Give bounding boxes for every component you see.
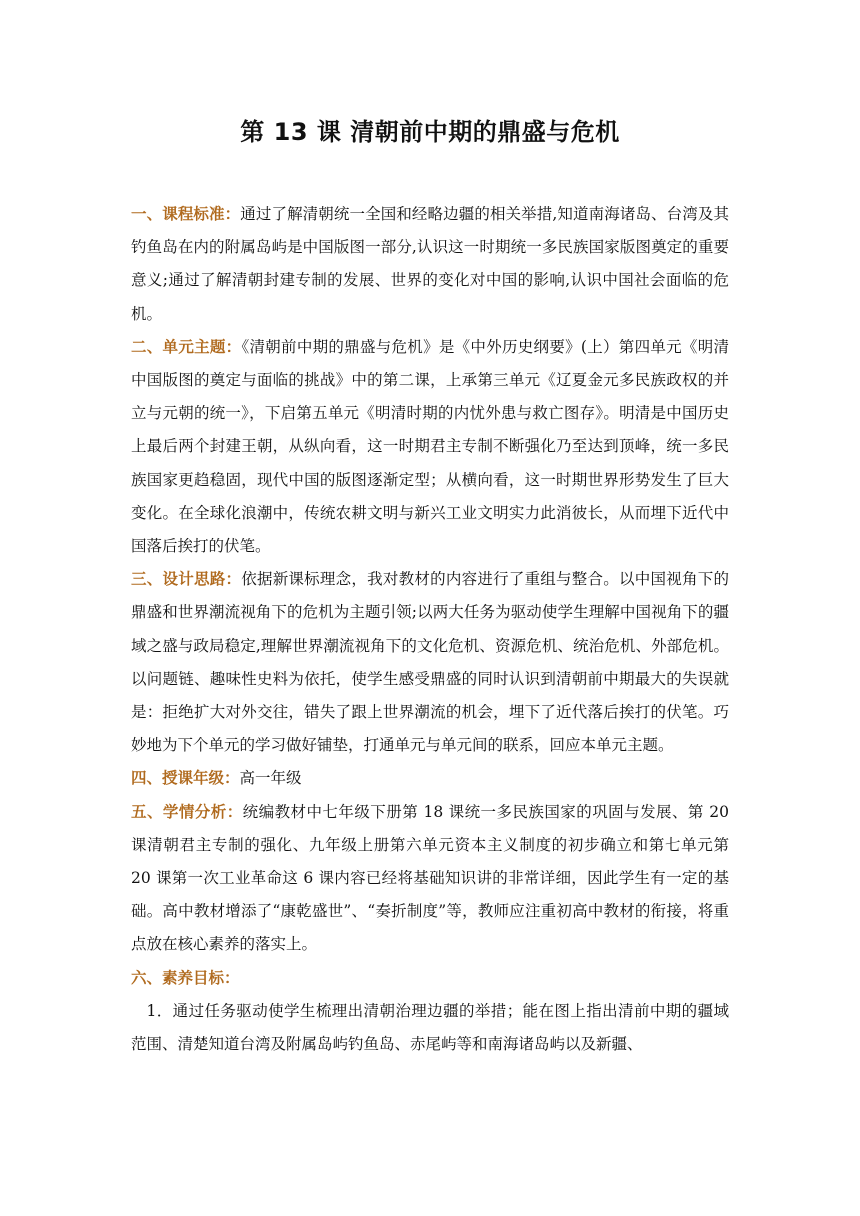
goal-item-1: 1．通过任务驱动使学生梳理出清朝治理边疆的举措；能在图上指出清前中期的疆域范围、清楚知道台湾及附属岛屿钓鱼岛、赤尾屿等和南海诸岛屿以及新疆、 (131, 1001, 729, 1054)
section-course-standard (131, 198, 729, 331)
page-title: 第 13 课 清朝前中期的鼎盛与危机 (240, 118, 620, 146)
section-label: 五、学情分析： (131, 802, 243, 821)
section-label: 六、素养目标： (131, 968, 240, 987)
section-text: 通过了解清朝统一全国和经略边疆的相关举措,知道南海诸岛、台湾及其钓鱼岛在内的附属岛屿是中国版图一部分,认识这一时期统一多民族国家版图奠定的重要意义;通过了解清朝封建专制的发展、世界的变化对中国的影响,认识中国社会面临的危机。 (131, 205, 729, 323)
section-text: 统编教材中七年级下册第 18 课统一多民族国家的巩固与发展、第 20 课清朝君主专制的强化、九年级上册第六单元资本主义制度的初步确立和第七单元第 20 课第一次工业革命这 6 课内容已经将基础知识讲的非常详细，因此学生有一定的基础。高中教材增添了“康乾盛世”、“奏折制度”等，教师应注重初高中教材的衔接，将重点放在核心素养的落实上。 (131, 802, 729, 954)
section-text: 依据新课标理念，我对教材的内容进行了重组与整合。以中国视角下的鼎盛和世界潮流视角下的危机为主题引领;以两大任务为驱动使学生理解中国视角下的疆域之盛与政局稳定,理解世界潮流视角下的文化危机、资源危机、统治危机、外部危机。以问题链、趣味性史料为依托，使学生感受鼎盛的同时认识到清朝前中期最大的失误就是：拒绝扩大对外交往，错失了跟上世界潮流的机会，埋下了近代落后挨打的伏笔。巧妙地为下个单元的学习做好铺垫，打通单元与单元间的联系，回应本单元主题。 (131, 570, 729, 755)
section-text: 《清朝前中期的鼎盛与危机》是《中外历史纲要》(上）第四单元《明清中国版图的奠定与面临的挑战》中的第二课，上承第三单元《辽夏金元多民族政权的并立与元朝的统一》，下启第五单元《明清时期的内忧外患与救亡图存》。明清是中国历史上最后两个封建王朝，从纵向看，这一时期君主专制不断强化乃至达到顶峰，统一多民族国家更趋稳固，现代中国的版图逐渐定型；从横向看，这一时期世界形势发生了巨大变化。在全球化浪潮中，传统农耕文明与新兴工业文明实力此消彼长，从而埋下近代中国落后挨打的伏笔。 (131, 337, 729, 556)
section-label: 三、设计思路： (131, 570, 242, 589)
section-label: 二、单元主题： (131, 337, 242, 356)
section-grade (131, 762, 729, 795)
section-literacy-goals (131, 962, 729, 995)
section-unit-theme (131, 331, 729, 563)
section-design-idea (131, 563, 729, 762)
document-body (131, 198, 729, 1061)
section-label: 一、课程标准： (131, 205, 241, 223)
section-label: 四、授课年级： (131, 769, 240, 788)
section-learner-analysis (131, 796, 729, 962)
section-text: 高一年级 (239, 769, 302, 788)
